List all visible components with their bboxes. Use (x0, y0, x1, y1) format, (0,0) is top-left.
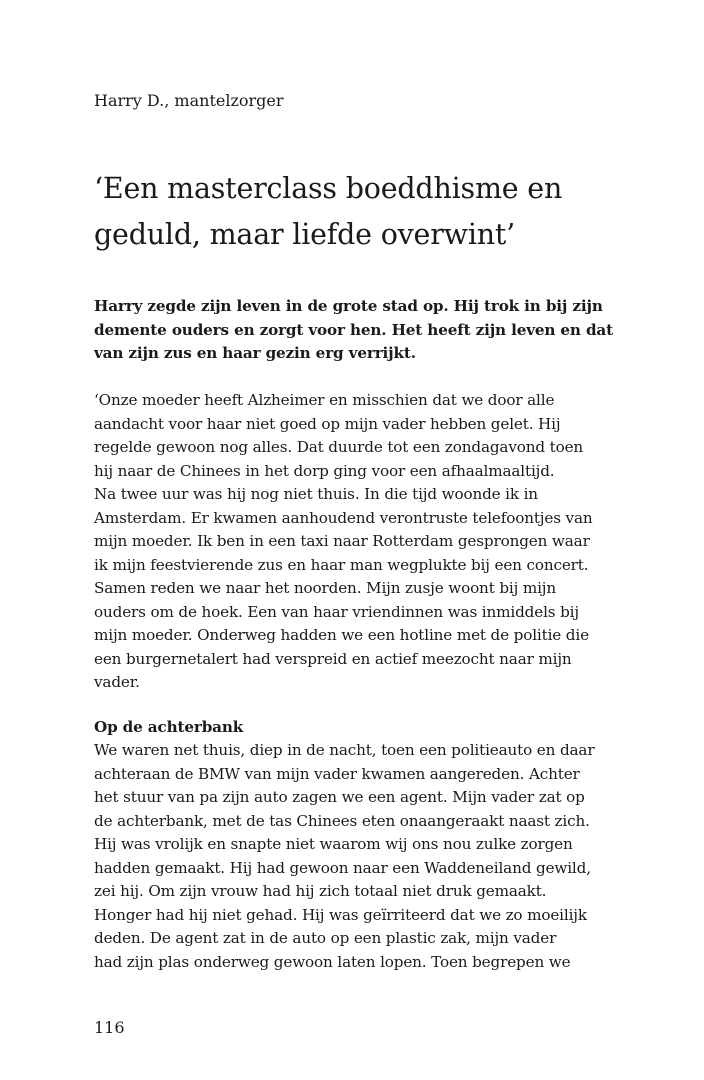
body-paragraph-1 (94, 389, 593, 695)
body-line: Na twee uur was hij nog niet thuis. In die tijd woonde ik in (94, 485, 538, 503)
body-line: zei hij. Om zijn vrouw had hij zich totaal niet druk gemaakt. (94, 882, 547, 900)
body-line: de achterbank, met de tas Chinees eten onaangeraakt naast zich. (94, 811, 590, 830)
body-line: We waren net thuis, diep in de nacht, toen een politieauto en daar (94, 741, 595, 759)
lead-line: demente ouders en zorgt voor hen. Het heeft zijn leven en dat (94, 320, 613, 339)
body-line: Amsterdam. Er kwamen aanhoudend verontruste telefoontjes van (94, 508, 593, 527)
body-line: Hij was vrolijk en snapte niet waarom wij ons nou zulke zorgen (94, 835, 573, 853)
body-line: vader. (94, 673, 140, 691)
body-line: Samen reden we naar het noorden. Mijn zusje woont bij mijn (94, 579, 556, 597)
body-line: regelde gewoon nog alles. Dat duurde tot een zondagavond toen (94, 438, 584, 456)
body-line: Honger had hij niet gehad. Hij was geïrriteerd dat we zo moeilijk (94, 905, 587, 924)
lead-paragraph (94, 295, 613, 366)
section-subheading: Op de achterbank (94, 718, 244, 736)
page-number: 116 (94, 1018, 125, 1037)
chapter-title-line: geduld, maar liefde overwint’ (94, 218, 516, 251)
body-line: had zijn plas onderweg gewoon laten lopen. Toen begrepen we (94, 952, 571, 971)
author-byline: Harry D., mantelzorger (94, 91, 284, 110)
body-line: aandacht voor haar niet goed op mijn vader hebben gelet. Hij (94, 414, 561, 433)
body-line: mijn moeder. Onderweg hadden we een hotline met de politie die (94, 626, 589, 644)
body-line: ik mijn feestvierende zus en haar man wegplukte bij een concert. (94, 555, 589, 574)
body-line: achteraan de BMW van mijn vader kwamen aangereden. Achter (94, 764, 580, 783)
body-line: ‘Onze moeder heeft Alzheimer en misschien dat we door alle (94, 391, 555, 409)
lead-line: van zijn zus en haar gezin erg verrijkt. (94, 344, 416, 362)
body-line: hadden gemaakt. Hij had gewoon naar een Waddeneiland gewild, (94, 858, 591, 877)
body-line: mijn moeder. Ik ben in een taxi naar Rotterdam gesprongen waar (94, 532, 590, 550)
body-paragraph-2 (94, 739, 594, 974)
body-line: het stuur van pa zijn auto zagen we een agent. Mijn vader zat op (94, 788, 585, 806)
body-line: ouders om de hoek. Een van haar vriendinnen was inmiddels bij (94, 602, 579, 621)
chapter-title (94, 166, 562, 258)
chapter-title-line: ‘Een masterclass boeddhisme en (94, 172, 563, 205)
lead-line: Harry zegde zijn leven in de grote stad op. Hij trok in bij zijn (94, 297, 603, 315)
body-line: een burgernetalert had verspreid en actief meezocht naar mijn (94, 649, 572, 668)
body-line: hij naar de Chinees in het dorp ging voor een afhaalmaaltijd. (94, 461, 555, 480)
body-line: deden. De agent zat in de auto op een plastic zak, mijn vader (94, 929, 557, 947)
